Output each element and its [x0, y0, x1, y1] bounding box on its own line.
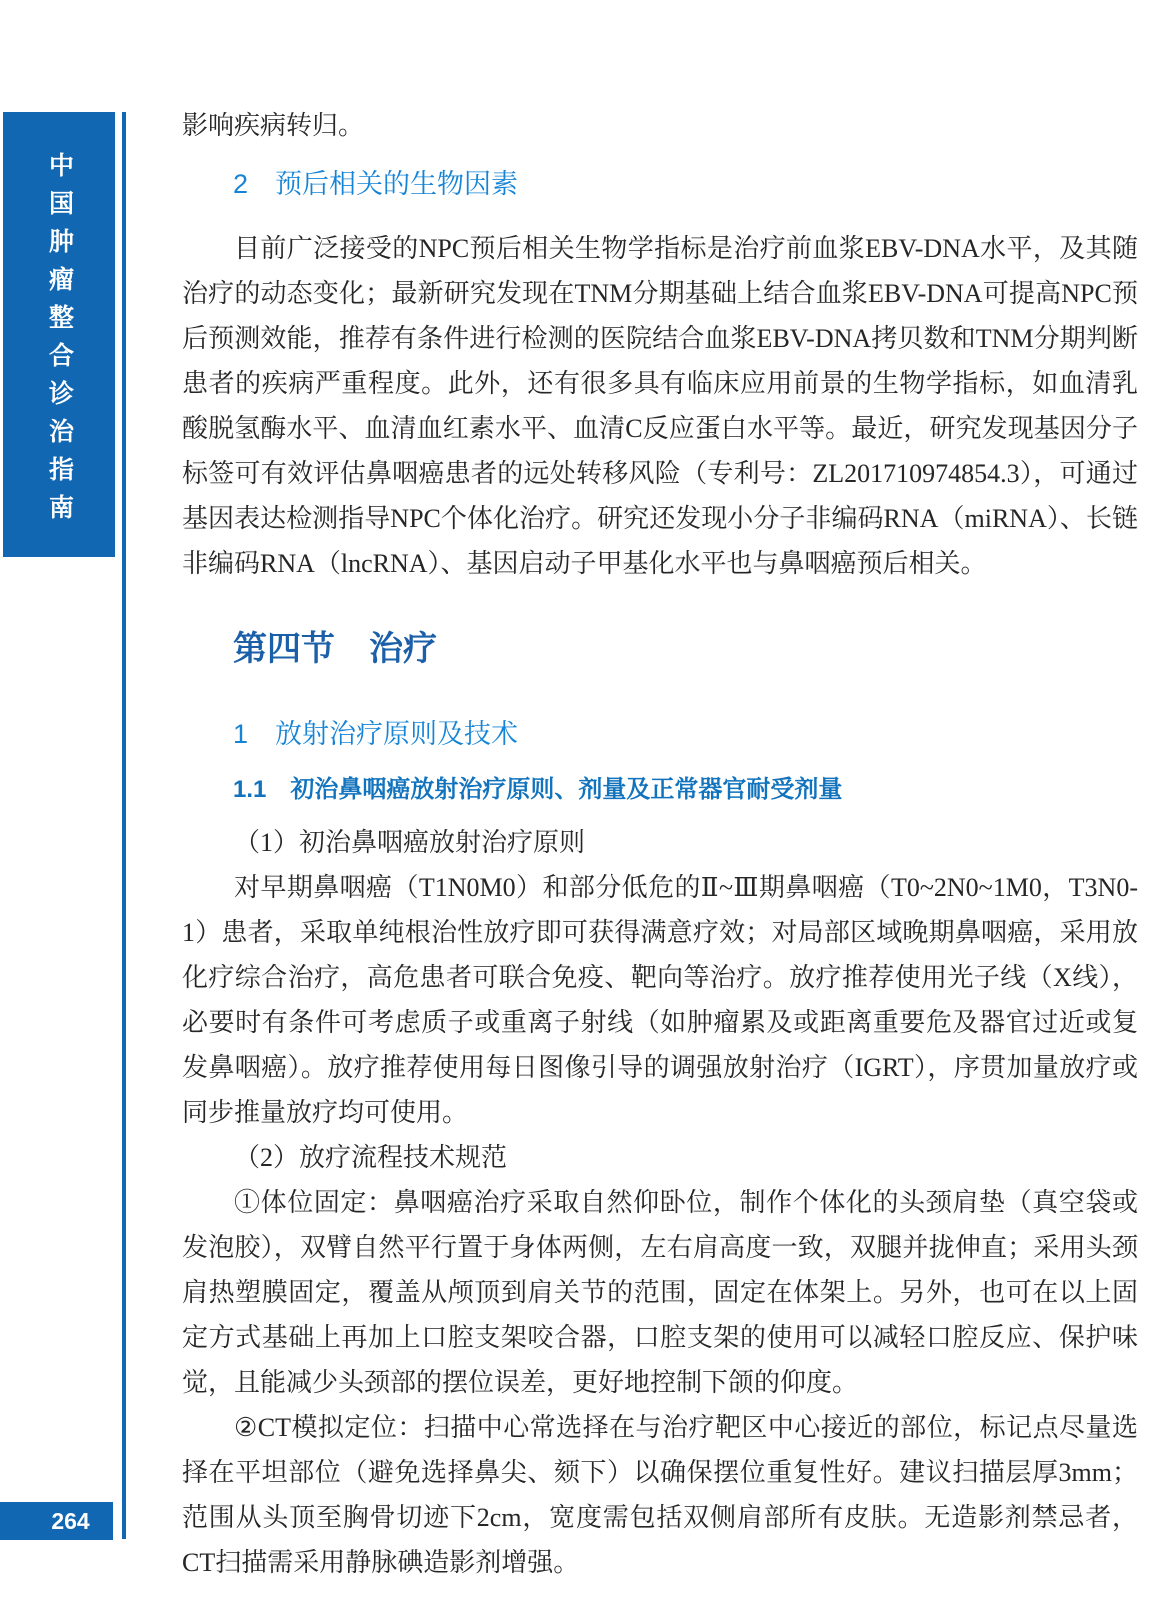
paragraph-position-fixation: ①体位固定：鼻咽癌治疗采取自然仰卧位，制作个体化的头颈肩垫（真空袋或发泡胶），双臂自然平行置于身体两侧，左右肩高度一致，双腿并拢伸直；采用头颈肩热塑膜固定，覆盖从颅顶到肩关节的范围，固定在体架上。另外，也可在以上固定方式基础上再加上口腔支架咬合器，口腔支架的使用可以减轻口腔反应、保护味觉，且能减少头颈部的摆位误差，更好地控制下颌的仰度。	[182, 1188, 1138, 1397]
heading-section-2-biological-factors: 2 预后相关的生物因素	[233, 169, 519, 199]
paragraph-radiotherapy-principles: 对早期鼻咽癌（T1N0M0）和部分低危的Ⅱ~Ⅲ期鼻咽癌（T0~2N0~1M0，T3N0-1）患者，采取单纯根治性放疗即可获得满意疗效；对局部区域晚期鼻咽癌，采用放化疗综合治疗，高危患者可联合免疫、靶向等治疗。放疗推荐使用光子线（X线），必要时有条件可考虑质子或重离子射线（如肿瘤累及或距离重要危及器官过近或复发鼻咽癌）。放疗推荐使用每日图像引导的调强放射治疗（IGRT），序贯加量放疗或同步推量放疗均可使用。	[182, 873, 1138, 1127]
vertical-rule	[122, 112, 126, 1539]
item-2-label: （2）放疗流程技术规范	[234, 1143, 508, 1172]
sidebar-title-box	[3, 112, 115, 557]
book-title-vertical: 中国肿瘤整合诊治指南	[45, 152, 74, 532]
heading-section-4-treatment: 第四节 治疗	[233, 631, 437, 668]
heading-1-radiotherapy-principles: 1 放射治疗原则及技术	[233, 719, 519, 749]
heading-1-1-initial-npc-radiotherapy: 1.1 初治鼻咽癌放射治疗原则、剂量及正常器官耐受剂量	[233, 776, 843, 803]
page-number-badge	[0, 1502, 113, 1540]
main-content	[182, 0, 1138, 1585]
paragraph-prognostic-biomarkers: 目前广泛接受的NPC预后相关生物学指标是治疗前血浆EBV-DNA水平，及其随治疗的动态变化；最新研究发现在TNM分期基础上结合血浆EBV-DNA可提高NPC预后预测效能，推荐有条件进行检测的医院结合血浆EBV-DNA拷贝数和TNM分期判断患者的疾病严重程度。此外，还有很多具有临床应用前景的生物学指标，如血清乳酸脱氢酶水平、血清血红素水平、血清C反应蛋白水平等。最近，研究发现基因分子标签可有效评估鼻咽癌患者的远处转移风险（专利号：ZL201710974854.3），可通过基因表达检测指导NPC个体化治疗。研究还发现小分子非编码RNA（miRNA）、长链非编码RNA（lncRNA）、基因启动子甲基化水平也与鼻咽癌预后相关。	[182, 234, 1138, 578]
carryover-line: 影响疾病转归。	[182, 111, 365, 140]
page-number: 264	[51, 1507, 90, 1534]
item-1-label: （1）初治鼻咽癌放射治疗原则	[234, 828, 586, 857]
paragraph-ct-simulation: ②CT模拟定位：扫描中心常选择在与治疗靶区中心接近的部位，标记点尽量选择在平坦部位（避免选择鼻尖、颏下）以确保摆位重复性好。建议扫描层厚3mm；范围从头顶至胸骨切迹下2cm，宽度需包括双侧肩部所有皮肤。无造影剂禁忌者，CT扫描需采用静脉碘造影剂增强。	[182, 1413, 1138, 1577]
